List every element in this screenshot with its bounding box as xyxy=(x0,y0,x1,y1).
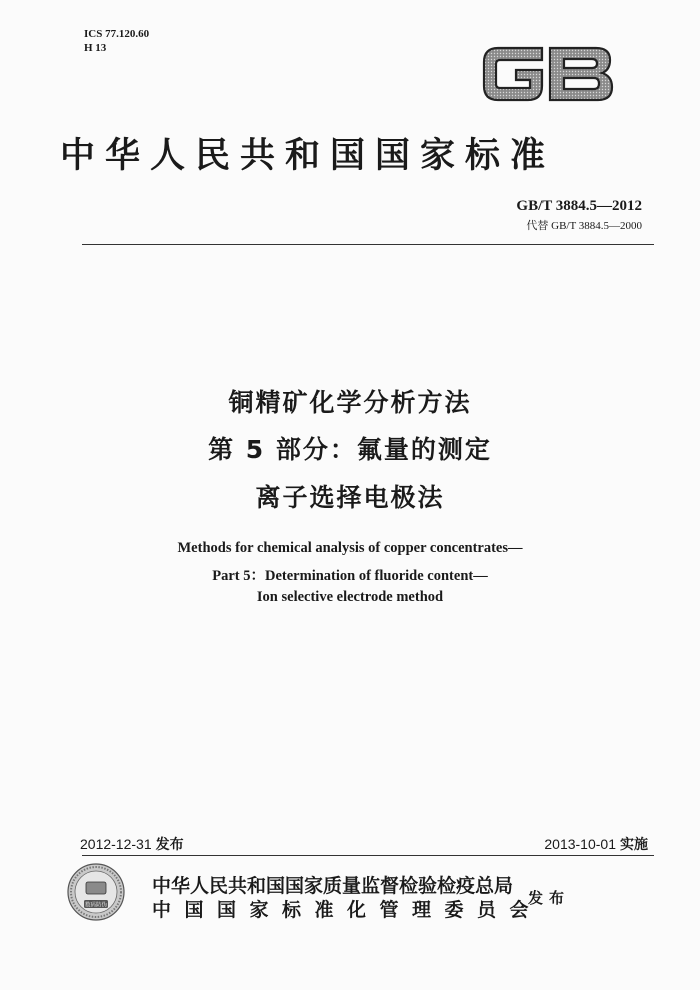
top-divider xyxy=(82,244,654,245)
issue-date: 2012-12-31 xyxy=(80,836,152,852)
chinese-title-line-3: 离子选择电极法 xyxy=(255,483,445,512)
seal-text: 数码防伪 xyxy=(84,902,108,909)
gb-logo-icon xyxy=(478,40,616,106)
issue-label: 发布 xyxy=(155,837,184,853)
ccs-code: H 13 xyxy=(84,42,107,54)
english-title-line-1: Methods for chemical analysis of copper concentrates— xyxy=(177,540,523,556)
effective-date-block xyxy=(544,834,648,854)
chinese-title-line-2: 第 5 部分：氟量的测定 xyxy=(208,435,492,464)
english-title-line-3: Ion selective electrode method xyxy=(256,589,444,605)
effective-label: 实施 xyxy=(620,837,648,853)
chinese-title-line-1: 铜精矿化学分析方法 xyxy=(228,388,472,417)
standard-number-block xyxy=(516,198,642,233)
ics-block xyxy=(84,27,149,55)
standard-number: GB/T 3884.5—2012 xyxy=(516,198,642,214)
issuer-line-1: 中华人民共和国国家质量监督检验检疫总局 xyxy=(152,875,514,897)
issuer-block xyxy=(152,874,542,922)
issuer-action: 发布 xyxy=(528,889,571,907)
national-standard-title: 中华人民共和国国家标准 xyxy=(60,135,556,176)
issue-date-block xyxy=(80,834,184,854)
bottom-divider xyxy=(82,855,654,856)
anti-counterfeit-seal-icon xyxy=(66,862,126,922)
replaces-standard: 代替 GB/T 3884.5—2000 xyxy=(526,220,642,232)
ics-code: ICS 77.120.60 xyxy=(84,28,150,40)
english-title-line-2: Part 5：Determination of fluoride content— xyxy=(212,568,488,584)
issuer-line-2: 中国国家标准化管理委员会 xyxy=(152,899,543,921)
effective-date: 2013-10-01 xyxy=(544,836,616,852)
